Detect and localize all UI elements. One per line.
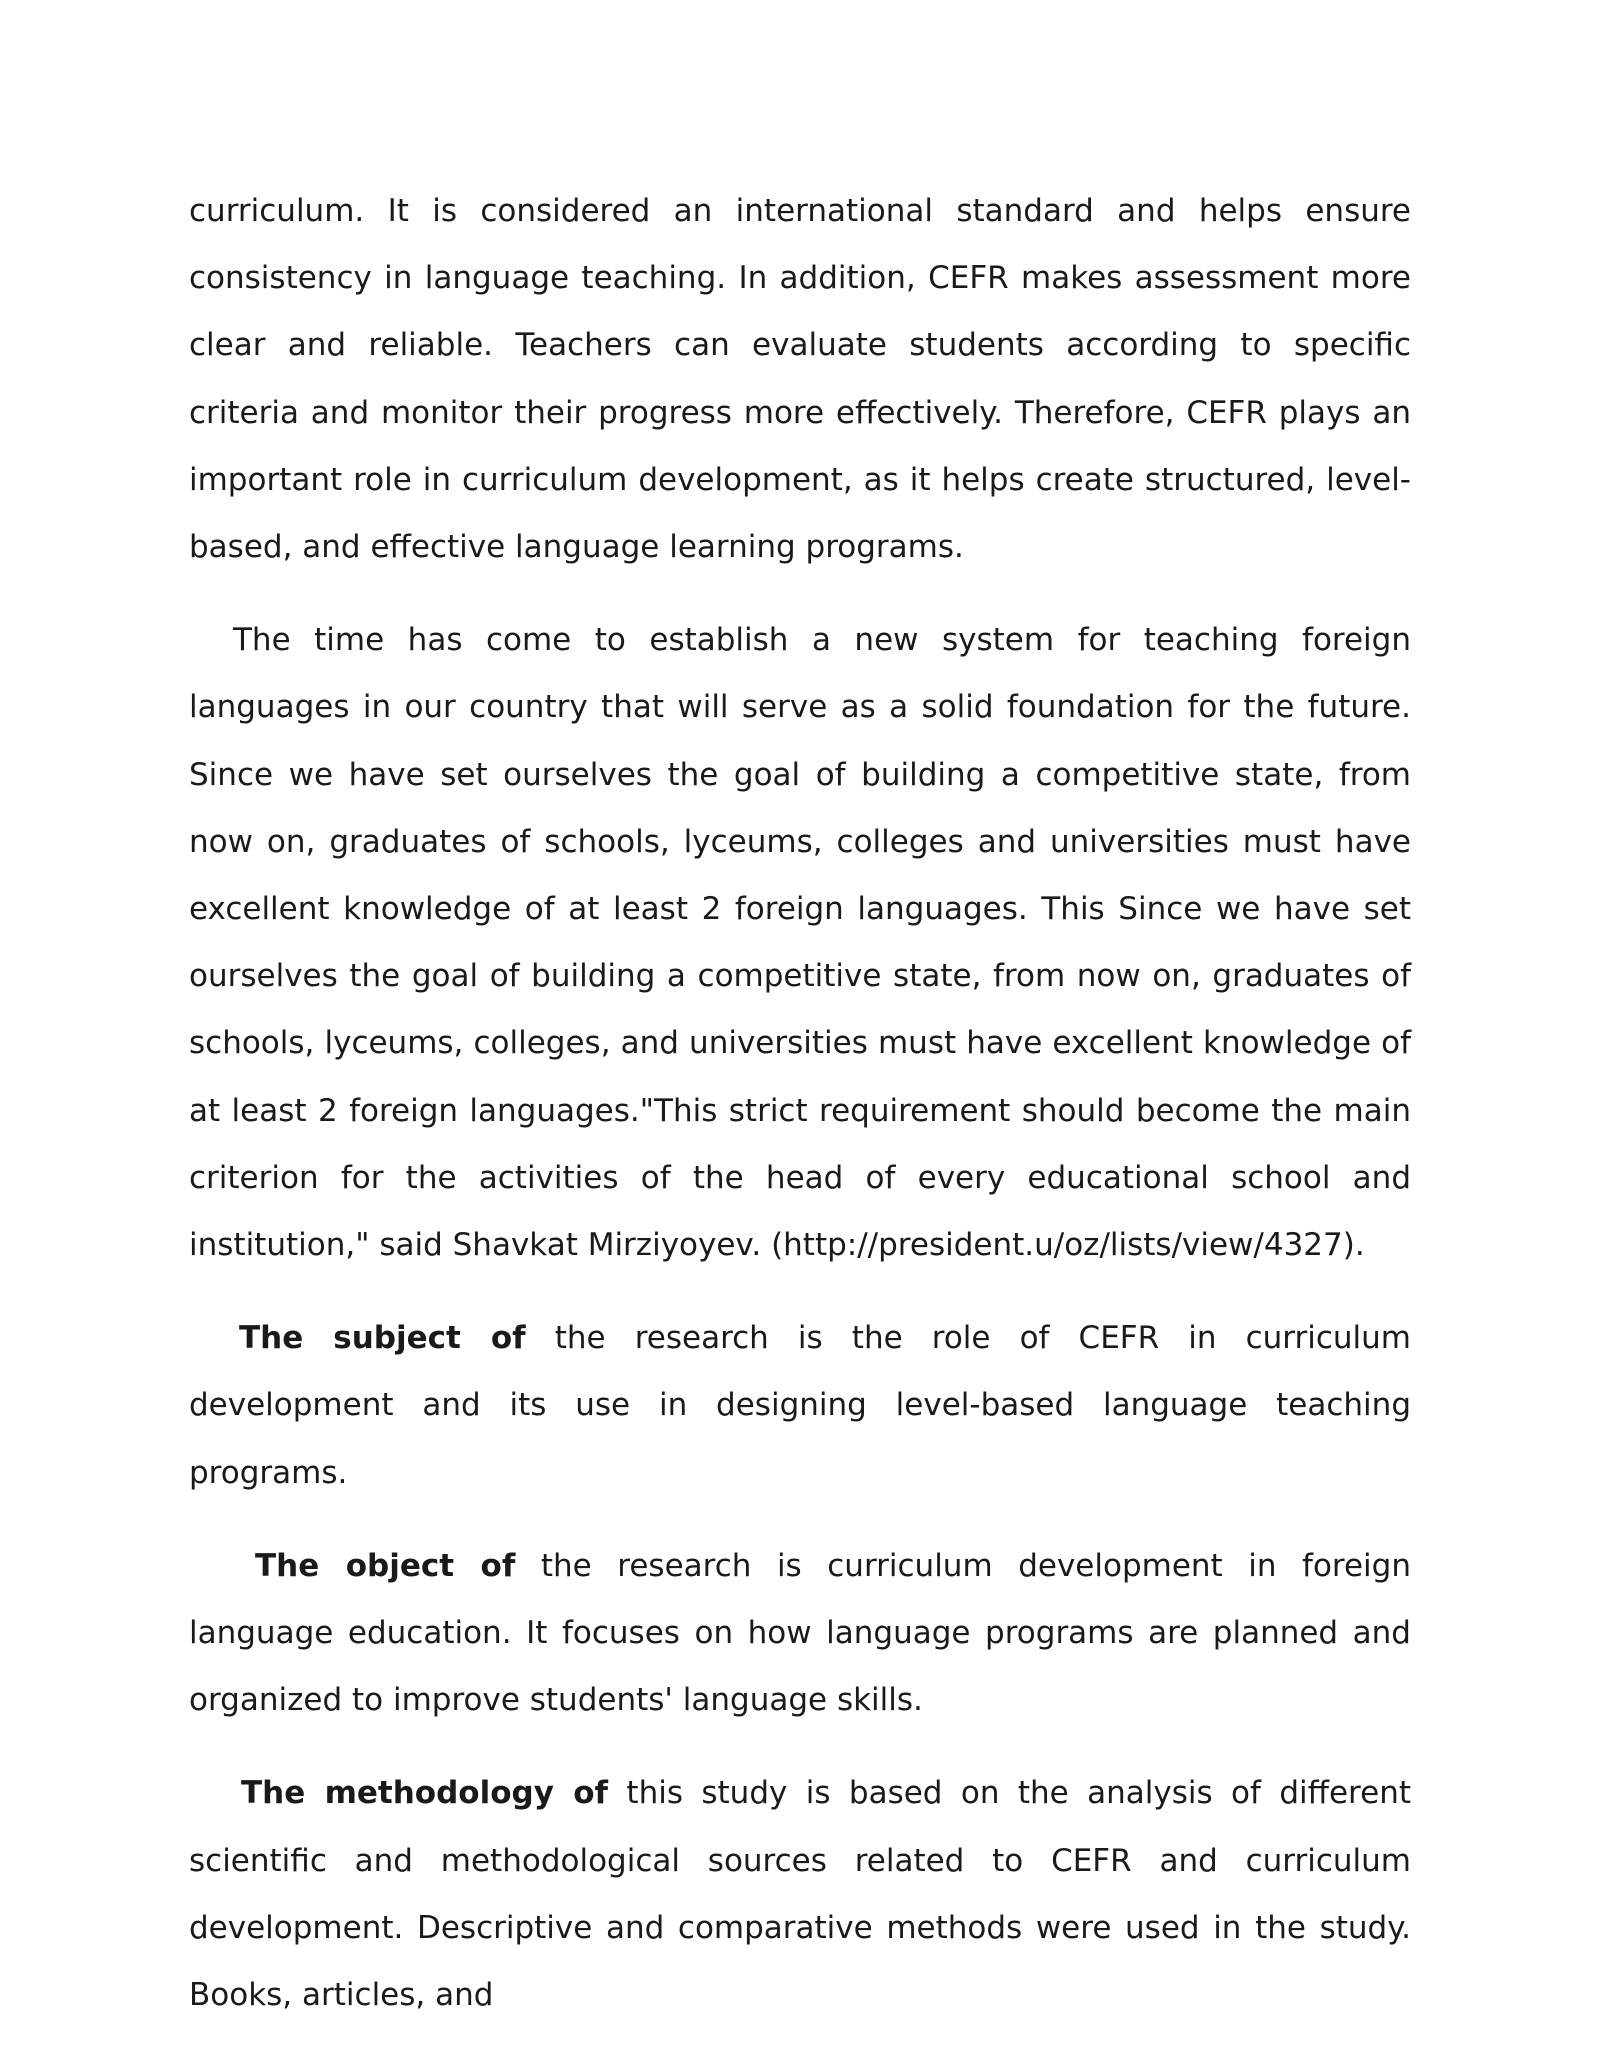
body-text	[189, 178, 1411, 2029]
paragraph-text: curriculum. It is considered an international standard and helps ensure consistency in language teaching. In addition, CEFR makes assessment more clear and reliable. Teachers can evaluate students according to specific criteria and monitor their progress more effectively. Therefore, CEFR plays an important role in curriculum development, as it helps create structured, level-based, and effective language learning programs.	[189, 193, 1411, 566]
paragraph-text: The time has come to establish a new system for teaching foreign languages in our country that will serve as a solid foundation for the future. Since we have set ourselves the goal of building a competitive state, from now on, graduates of schools, lyceums, colleges and universities must have excellent knowledge of at least 2 foreign languages. This Since we have set ourselves the goal of building a competitive state, from now on, graduates of schools, lyceums, colleges, and universities must have excellent knowledge of at least 2 foreign languages."This strict requirement should become the main criterion for the activities of the head of every educational school and institution," said Shavkat Mirziyoyev. (http://president.u/oz/lists/view/4327).	[189, 622, 1411, 1264]
paragraph-research-subject	[189, 1305, 1411, 1507]
paragraph-cefr-role	[189, 178, 1411, 581]
paragraph-research-object	[189, 1533, 1411, 1735]
object-heading: The object of	[255, 1547, 516, 1584]
paragraph-methodology	[189, 1760, 1411, 2029]
paragraph-foreign-language-system	[189, 607, 1411, 1279]
paragraph-text: this study is based on the analysis of different scientific and methodological sources related to CEFR and curriculum development. Descriptive and comparative methods were used in the study. Books, articles, and	[189, 1775, 1411, 2014]
paragraph-text: the research is the role of CEFR in curriculum development and its use in designing level-based language teaching programs.	[189, 1320, 1411, 1491]
methodology-heading: The methodology of	[241, 1775, 609, 1812]
subject-heading: The subject of	[239, 1320, 526, 1357]
paragraph-text: the research is curriculum development in foreign language education. It focuses on how language programs are planned and organized to improve students' language skills.	[189, 1547, 1411, 1719]
